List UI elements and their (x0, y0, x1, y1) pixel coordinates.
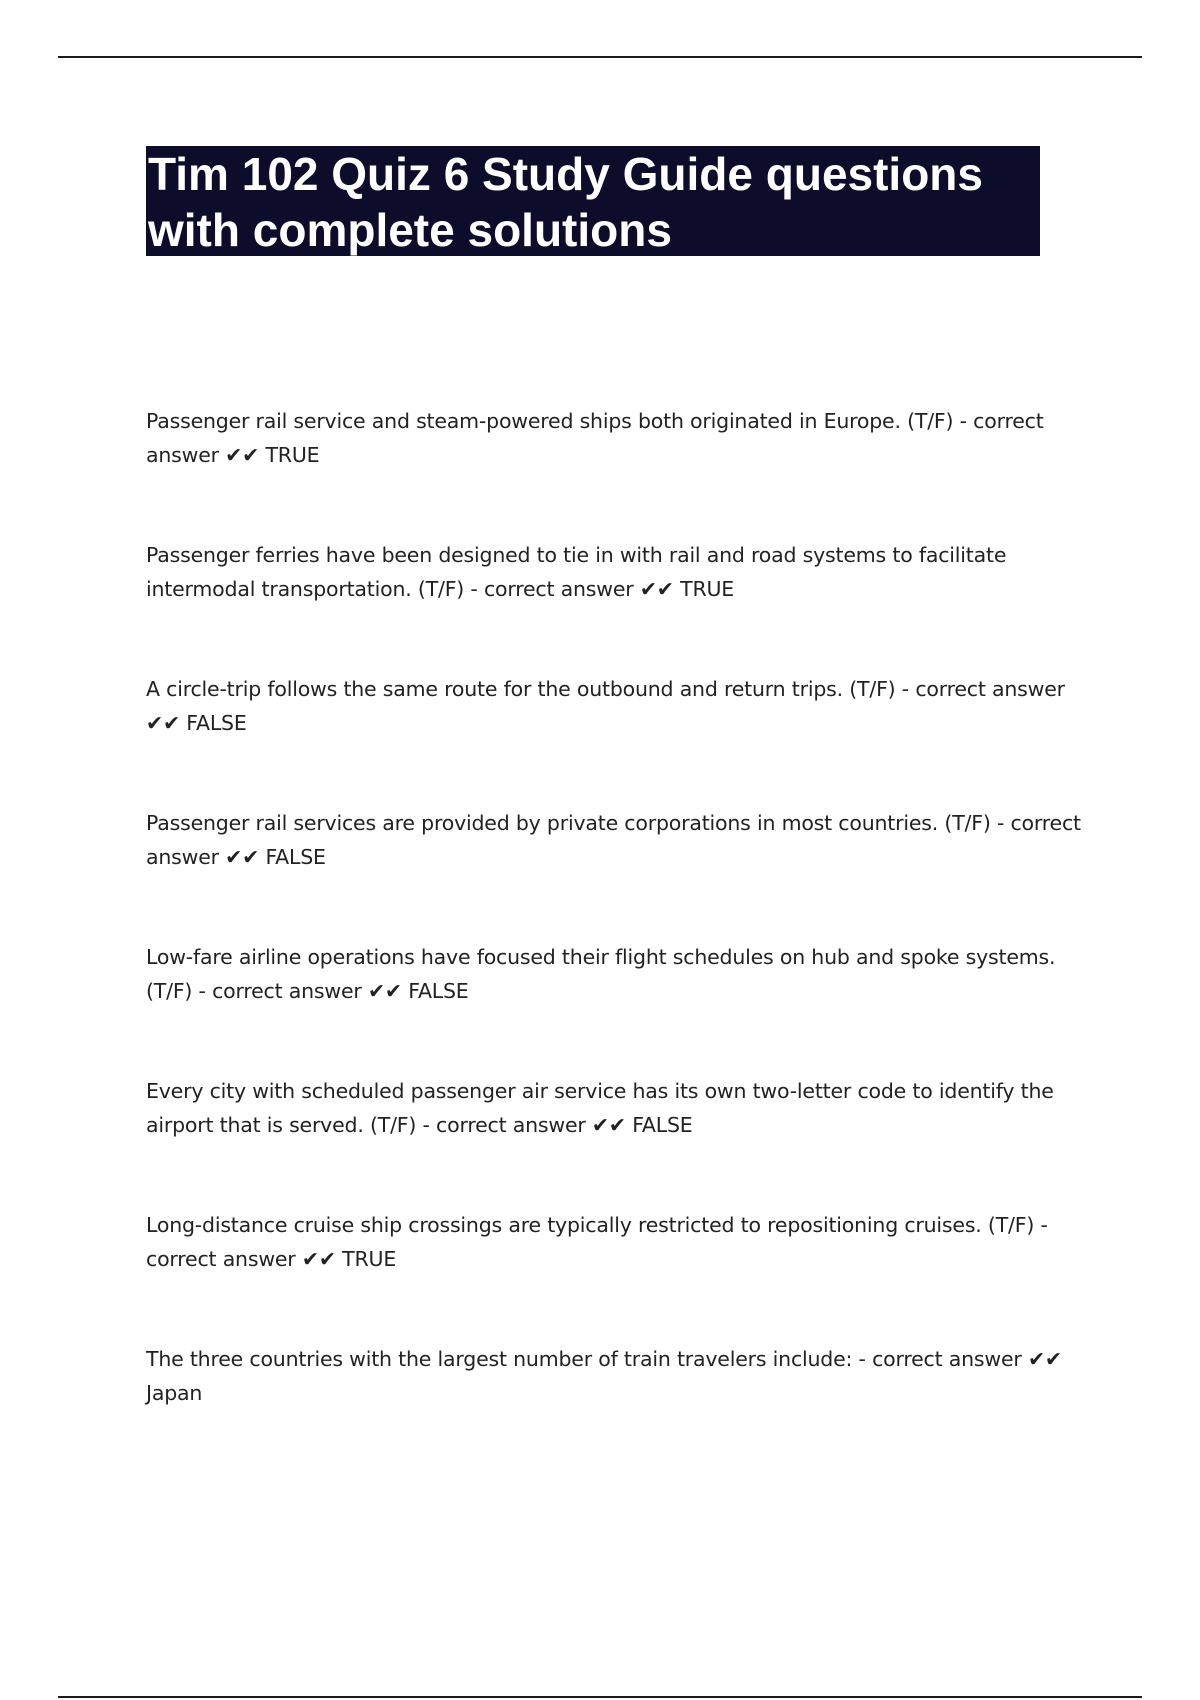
answer-label: correct answer (146, 409, 1044, 467)
answer-label: correct answer (146, 1247, 296, 1271)
check-icon: ✔✔ (301, 1247, 336, 1271)
check-icon: ✔✔ (146, 711, 180, 735)
qa-item (146, 538, 1096, 672)
answer-label: correct answer (915, 677, 1065, 701)
question-text: A circle-trip follows the same route for the outbound and return trips. (T/F) (146, 677, 896, 701)
answer-label: correct answer (483, 577, 634, 601)
separator: - (192, 979, 213, 1003)
separator: - (1034, 1213, 1048, 1237)
qa-item (146, 672, 1096, 806)
question-text: Every city with scheduled passenger air service has its own two-letter code to identify the airport that is served. (T/F) (146, 1079, 1054, 1137)
check-icon: ✔✔ (225, 443, 260, 467)
question-text: Passenger rail services are provided by private corporations in most countries. (T/F) (146, 811, 991, 835)
answer-value: FALSE (265, 845, 326, 869)
answer-value: TRUE (342, 1247, 397, 1271)
separator: - (416, 1113, 437, 1137)
answer-value: TRUE (680, 577, 735, 601)
qa-item (146, 806, 1096, 940)
qa-item (146, 1074, 1096, 1208)
qa-item (146, 1342, 1096, 1476)
answer-value: FALSE (186, 711, 247, 735)
separator: - (852, 1347, 873, 1371)
check-icon: ✔✔ (639, 577, 674, 601)
bottom-rule (58, 1696, 1142, 1698)
qa-list (146, 404, 1096, 1476)
title-banner (146, 146, 1040, 256)
separator: - (895, 677, 916, 701)
separator: - (464, 577, 484, 601)
answer-label: correct answer (436, 1113, 586, 1137)
answer-value: FALSE (632, 1113, 693, 1137)
answer-label: correct answer (146, 811, 1081, 869)
separator: - (953, 409, 974, 433)
question-text: The three countries with the largest number of train travelers include: (146, 1347, 853, 1371)
answer-label: correct answer (872, 1347, 1022, 1371)
answer-value: Japan (146, 1381, 203, 1405)
top-rule (58, 56, 1142, 58)
answer-value: TRUE (265, 443, 320, 467)
question-text: Long-distance cruise ship crossings are typically restricted to repositioning cruises. (T/F) (146, 1213, 1035, 1237)
check-icon: ✔✔ (1027, 1347, 1062, 1371)
answer-value: FALSE (408, 979, 469, 1003)
qa-item (146, 1208, 1096, 1342)
check-icon: ✔✔ (225, 845, 260, 869)
question-text: Low-fare airline operations have focused their flight schedules on hub and spoke systems. (T/F) (146, 945, 1056, 1003)
document-title: Tim 102 Quiz 6 Study Guide questions with complete solutions (148, 148, 983, 256)
answer-label: correct answer (212, 979, 362, 1003)
check-icon: ✔✔ (591, 1113, 626, 1137)
qa-item (146, 940, 1096, 1074)
separator: - (990, 811, 1011, 835)
qa-item (146, 404, 1096, 538)
question-text: Passenger ferries have been designed to tie in with rail and road systems to facilitate intermodal transportation. (T/F) (146, 543, 1007, 601)
check-icon: ✔✔ (367, 979, 402, 1003)
question-text: Passenger rail service and steam-powered ships both originated in Europe. (T/F) (146, 409, 954, 433)
